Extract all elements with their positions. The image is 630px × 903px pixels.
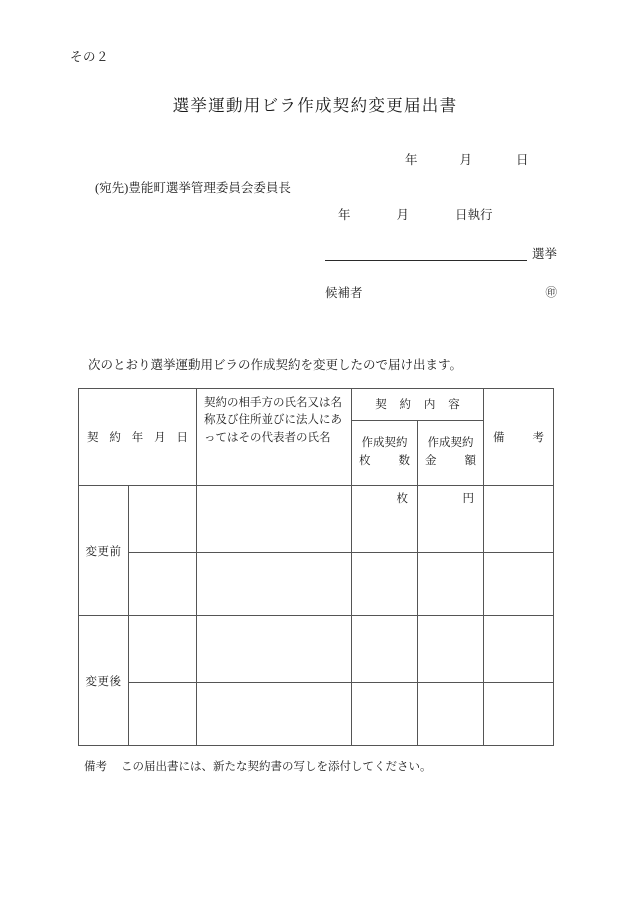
header-sheets-line1: 作成契約 (361, 437, 408, 450)
footer-remark-text: この届出書には、新たな契約書の写しを添付してください。 (121, 761, 432, 773)
submission-month-label: 月 (459, 153, 473, 167)
footer-remark-label: 備考 (84, 761, 107, 773)
form-code: その２ (70, 50, 110, 64)
seal-icon: ㊞ (545, 287, 557, 299)
submission-day-label: 日 (516, 153, 529, 167)
cell-amount-after-1[interactable] (418, 616, 484, 683)
election-day-exec-label: 日執行 (455, 208, 493, 222)
contract-change-table (78, 388, 554, 746)
header-amount-line1: 作成契約 (427, 437, 474, 450)
cell-remarks-before-2[interactable] (484, 553, 554, 616)
submission-date-line (405, 150, 529, 168)
cell-date-before-1[interactable] (129, 486, 197, 553)
cell-remarks-after-2[interactable] (484, 683, 554, 746)
row-label-after: 変更後 (79, 616, 129, 746)
header-counterparty: 契約の相手方の氏名又は名称及び住所並びに法人にあってはその代表者の氏名 (197, 389, 352, 486)
cell-counterparty-after-1[interactable] (197, 616, 352, 683)
election-suffix-label: 選挙 (531, 246, 557, 261)
footer-remark (84, 758, 432, 774)
candidate-label: 候補者 (325, 286, 363, 300)
page-title: 選挙運動用ビラ作成契約変更届出書 (172, 96, 458, 115)
election-month-label: 月 (396, 208, 410, 222)
table-row (79, 683, 554, 746)
header-contract-date: 契 約 年 月 日 (79, 389, 197, 486)
cell-counterparty-before-2[interactable] (197, 553, 352, 616)
cell-date-after-1[interactable] (129, 616, 197, 683)
table-header-row-1 (79, 389, 554, 421)
cell-sheets-after-2[interactable] (352, 683, 418, 746)
table-row (79, 486, 554, 553)
cell-remarks-after-1[interactable] (484, 616, 554, 683)
header-amount (418, 420, 484, 485)
cell-amount-before-1[interactable]: 円 (418, 486, 484, 553)
election-name-blank[interactable] (325, 243, 527, 261)
header-contract-content: 契 約 内 容 (352, 389, 484, 421)
cell-remarks-before-1[interactable] (484, 486, 554, 553)
election-date-line (338, 205, 493, 223)
cell-counterparty-before-1[interactable] (197, 486, 352, 553)
header-sheets-char-1: 枚 (359, 454, 371, 467)
table-row (79, 616, 554, 683)
header-remarks (484, 389, 554, 486)
header-amount-char-1: 金 (425, 454, 437, 467)
candidate-row (325, 283, 557, 301)
addressee-line: (宛先)豊能町選挙管理委員会委員長 (95, 181, 291, 195)
table-row (79, 553, 554, 616)
cell-date-before-2[interactable] (129, 553, 197, 616)
cell-sheets-before-1[interactable]: 枚 (352, 486, 418, 553)
header-sheets-char-2: 数 (398, 454, 410, 467)
submission-year-label: 年 (405, 153, 418, 167)
cell-date-after-2[interactable] (129, 683, 197, 746)
row-label-before: 変更前 (79, 486, 129, 616)
cell-counterparty-after-2[interactable] (197, 683, 352, 746)
cell-sheets-before-2[interactable] (352, 553, 418, 616)
cell-amount-after-2[interactable] (418, 683, 484, 746)
election-name-row (325, 243, 557, 261)
header-amount-char-2: 額 (464, 454, 476, 467)
header-remarks-char-2: 考 (532, 432, 544, 444)
election-year-label: 年 (338, 208, 351, 222)
cell-amount-before-2[interactable] (418, 553, 484, 616)
intro-statement: 次のとおり選挙運動用ビラの作成契約を変更したので届け出ます。 (88, 358, 463, 372)
header-sheets (352, 420, 418, 485)
cell-sheets-after-1[interactable] (352, 616, 418, 683)
header-remarks-char-1: 備 (493, 432, 505, 444)
